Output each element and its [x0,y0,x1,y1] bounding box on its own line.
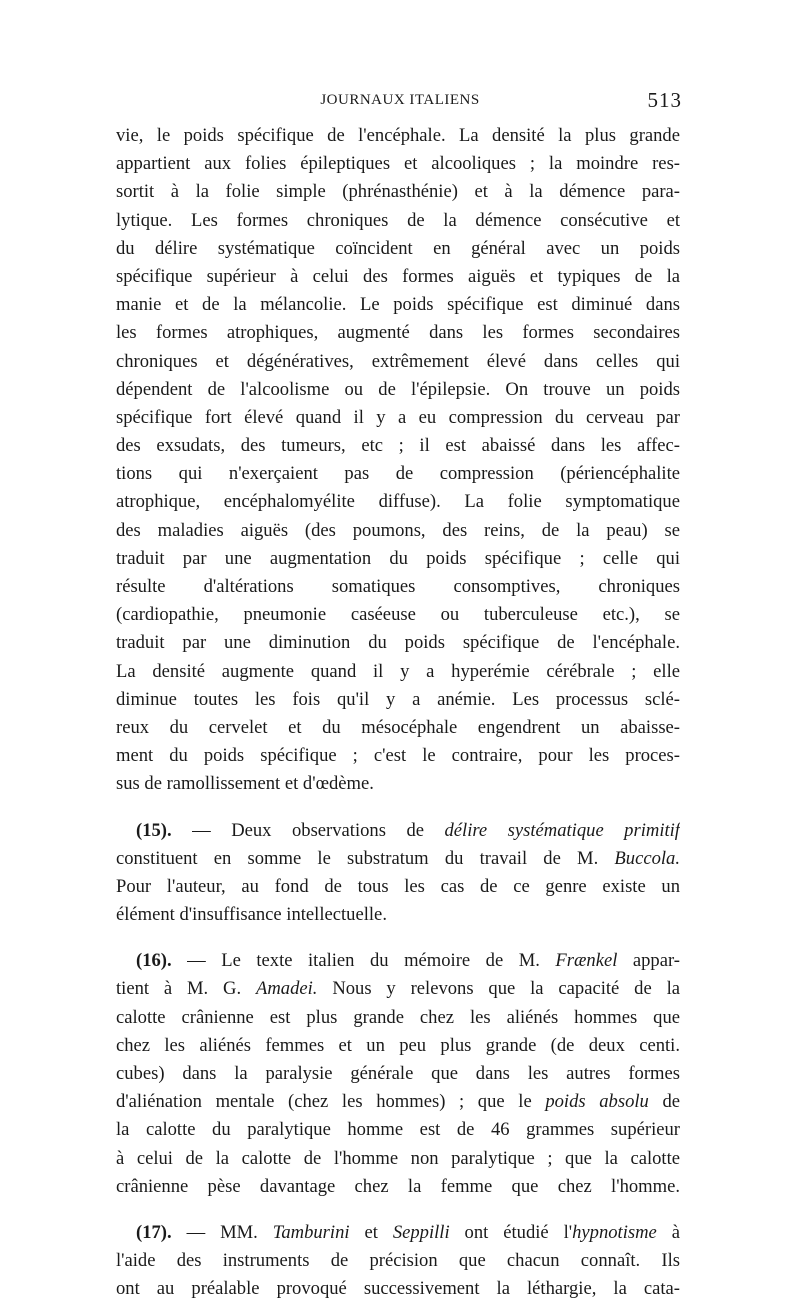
text-line: des maladies aiguës (des poumons, des reins, de la peau) se [116,519,680,541]
paragraph-17 [116,1219,680,1304]
text-line: crânienne pèse davantage chez la femme que chez l'homme. [116,1175,680,1197]
text-line: cubes) dans la paralysie générale que dans les autres formes [116,1063,680,1084]
page-number: 513 [647,88,682,112]
text-line: tient à M. G. Amadei. Nous y relevons que la capacité de la [116,978,680,1000]
text-line: chez les aliénés femmes et un peu plus grande (de deux centi. [116,1034,680,1056]
text-line: traduit par une diminution du poids spécifique de l'encéphale. [116,632,680,654]
text-line: chroniques et dégénératives, extrêmement élevé dans celles qui [116,350,680,372]
text-line: résulte d'altérations somatiques consomptives, chroniques [116,576,680,597]
text-line: spécifique supérieur à celui des formes aiguës et typiques de la [116,265,680,287]
note-number: (15). [136,819,172,841]
text-line: constituent en somme le substratum du travail de M. Buccola. [116,847,680,869]
text-line: Pour l'auteur, au fond de tous les cas de ce genre existe un [116,875,680,897]
text-line: vie, le poids spécifique de l'encéphale. La densité la plus grande [116,125,680,146]
paragraph-continuation [116,122,680,799]
text-line: des exsudats, des tumeurs, etc ; il est abaissé dans les affec- [116,435,680,457]
text-line: traduit par une augmentation du poids spécifique ; celle qui [116,547,680,569]
text-line: d'aliénation mentale (chez les hommes) ; que le poids absolu de [116,1091,680,1113]
text-line: spécifique fort élevé quand il y a eu compression du cerveau par [116,406,680,428]
text-line: l'aide des instruments de précision que chacun connaît. Ils [116,1250,680,1272]
text-line: du délire systématique coïncident en général avec un poids [116,237,680,259]
text-line: appartient aux folies épileptiques et alcooliques ; la moindre res- [116,153,680,175]
text-line: (16). — Le texte italien du mémoire de M. Frænkel appar- [136,950,680,972]
text-line: manie et de la mélancolie. Le poids spécifique est diminué dans [116,294,680,316]
text-line: sus de ramollissement et d'œdème. [116,773,374,795]
text-line: La densité augmente quand il y a hyperémie cérébrale ; elle [116,660,680,682]
italic-name: Buccola. [614,847,680,869]
text-line: les formes atrophiques, augmenté dans les formes secondaires [116,322,680,344]
text-line: (17). — MM. Tamburini et Seppilli ont étudié l'hypnotisme à [136,1221,680,1243]
paragraph-16 [116,947,680,1201]
text-line: tions qui n'exerçaient pas de compression (périencéphalite [116,463,680,485]
page-header [118,88,682,116]
text-line: calotte crânienne est plus grande chez les aliénés hommes que [116,1006,680,1028]
note-number: (16). [136,950,172,972]
text-line: dépendent de l'alcoolisme ou de l'épilepsie. On trouve un poids [116,378,680,400]
text-line: lytique. Les formes chroniques de la démence consécutive et [116,209,680,231]
text-line: élément d'insuffisance intellectuelle. [116,904,387,926]
text-line: sortit à la folie simple (phrénasthénie) et à la démence para- [116,181,680,203]
body-text [116,122,680,1304]
text-line: à celui de la calotte de l'homme non paralytique ; que la calotte [116,1147,680,1169]
paragraph-15 [116,817,680,930]
text-line: reux du cervelet et du mésocéphale engendrent un abaisse- [116,716,680,738]
text-line: atrophique, encéphalomyélite diffuse). La folie symptomatique [116,491,680,513]
text-line: (15). — Deux observations de délire systématique primitif [136,819,680,841]
italic-term: délire systématique primitif [444,819,680,841]
text-line: ont au préalable provoqué successivement la léthargie, la cata- [116,1278,680,1300]
text-line: ment du poids spécifique ; c'est le contraire, pour les proces- [116,745,680,767]
running-title: JOURNAUX ITALIENS [320,92,480,108]
note-number: (17). [136,1221,172,1243]
text-line: (cardiopathie, pneumonie caséeuse ou tuberculeuse etc.), se [116,604,680,626]
text-line: diminue toutes les fois qu'il y a anémie. Les processus sclé- [116,688,680,710]
text-line: la calotte du paralytique homme est de 46 grammes supérieur [116,1119,680,1141]
